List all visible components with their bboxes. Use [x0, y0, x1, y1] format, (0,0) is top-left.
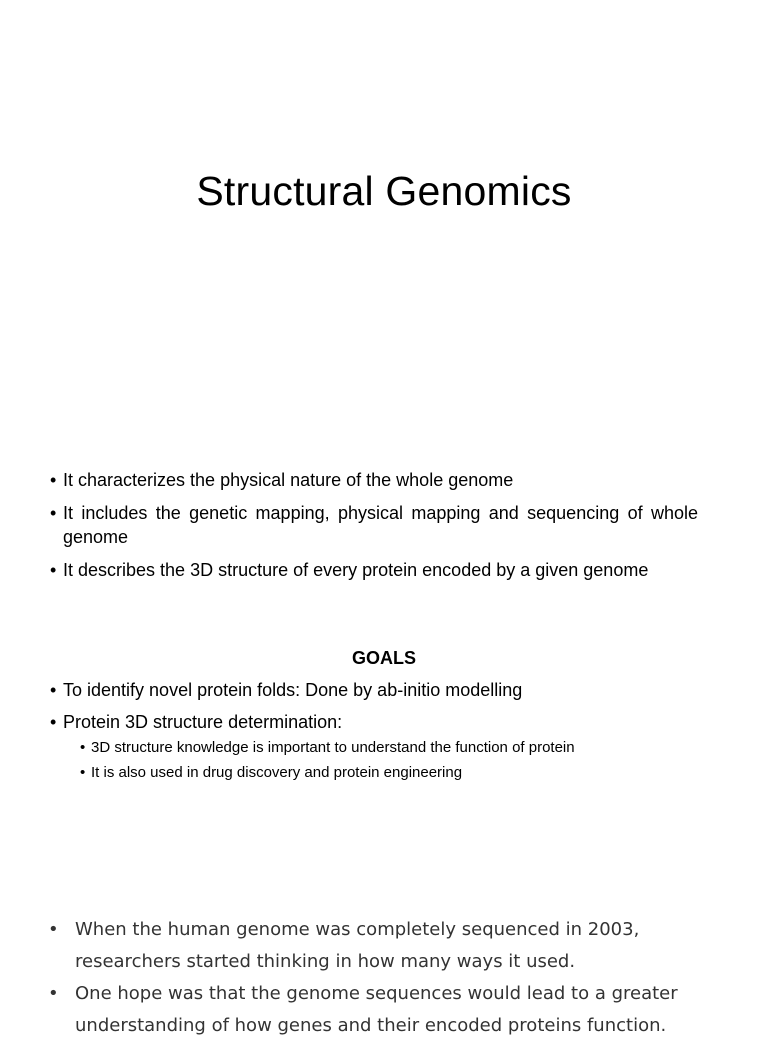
goal-item [50, 678, 698, 702]
slide-title-heading: Structural Genomics [196, 168, 572, 214]
bullet-glyph: • [80, 739, 86, 756]
sub-bullet-list [80, 738, 720, 788]
bullet-text: It characterizes the physical nature of the whole genome [63, 470, 514, 490]
goals-bullet-list [50, 678, 698, 742]
slide-content [0, 440, 768, 880]
bullet-glyph: • [50, 470, 57, 490]
bullet-glyph: • [50, 503, 57, 523]
bullet-item [50, 468, 698, 492]
bullet-glyph: • [50, 680, 57, 700]
goal-text: To identify novel protein folds: Done by ab-initio modelling [63, 680, 523, 700]
bullet-item [50, 558, 698, 582]
slide-title [0, 0, 768, 440]
bullet-glyph: • [50, 712, 57, 732]
scanned-bullet-list [48, 914, 708, 1042]
sub-bullet-item [80, 763, 720, 783]
bullet-text: It describes the 3D structure of every protein encoded by a given genome [63, 560, 649, 580]
bullet-text: It includes the genetic mapping, physical mapping and sequencing of whole genome [63, 503, 698, 547]
sub-bullet-text: It is also used in drug discovery and protein engineering [91, 764, 463, 781]
slide-scanned-text [0, 880, 768, 1036]
bullet-glyph: • [50, 560, 57, 580]
bullet-glyph: • [80, 764, 86, 781]
goal-text: Protein 3D structure determination: [63, 712, 343, 732]
bullet-glyph: • [48, 919, 59, 940]
goals-heading: GOALS [351, 648, 416, 668]
bullet-glyph: • [48, 983, 59, 1004]
scanned-bullet-text: When the human genome was completely sequenced in 2003, researchers started thinking in how many ways it used. [75, 919, 640, 972]
content-bullet-list [50, 468, 698, 591]
scanned-bullet-text: One hope was that the genome sequences would lead to a greater understanding of how genes and their encoded proteins function. [75, 983, 678, 1036]
sub-bullet-text: 3D structure knowledge is important to understand the function of protein [91, 739, 575, 756]
scanned-bullet-item [48, 978, 708, 1042]
scanned-bullet-item [48, 914, 708, 978]
goal-item [50, 710, 698, 734]
sub-bullet-item [80, 738, 720, 758]
bullet-item [50, 501, 698, 549]
